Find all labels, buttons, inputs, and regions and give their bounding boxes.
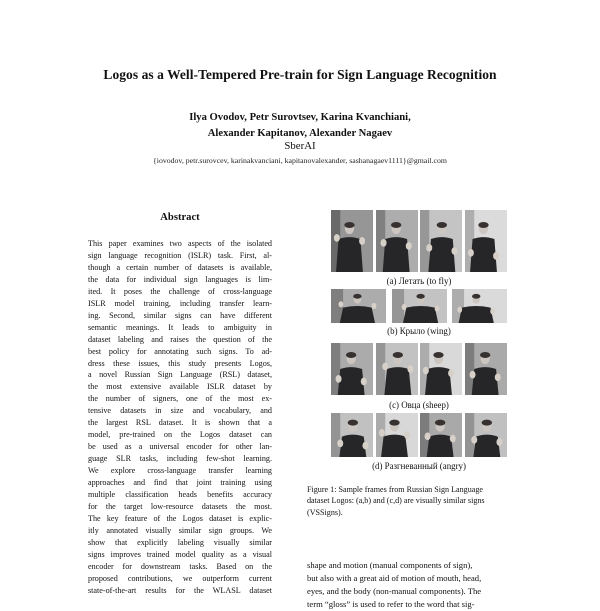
sign-frame-photo [331, 413, 373, 457]
signer-hair [389, 420, 399, 426]
abstract-line: ing. Second, similar signs can have different [88, 310, 272, 320]
signer-torso [459, 306, 494, 323]
abstract-body [88, 238, 272, 597]
signer-torso [429, 237, 456, 272]
subfigure-caption-b: (b) Крыло (wing) [387, 326, 451, 336]
signer-left-hand [334, 234, 340, 242]
signer-left-hand [471, 436, 477, 444]
sign-frame-photo [465, 413, 507, 457]
signer-hair [391, 222, 401, 228]
sign-frame-photo [465, 210, 507, 272]
signer-right-hand [452, 247, 458, 255]
signer-right-hand [371, 303, 376, 309]
signer-torso [384, 367, 411, 395]
signer-torso [427, 435, 454, 457]
signer-left-hand [457, 307, 462, 313]
abstract-line: We explore cross-language transfer learning [88, 466, 272, 476]
signer-hair [353, 294, 361, 299]
signer-right-hand [404, 431, 410, 439]
signer-right-hand [490, 308, 495, 314]
signer-left-hand [425, 432, 431, 440]
signer-torso [339, 435, 366, 457]
signer-hair [348, 420, 358, 426]
paper-title: Logos as a Well-Tempered Pre-train for Sign Language Recognition [103, 67, 497, 82]
abstract-line: best policy for annotating such signs. To ad- [88, 346, 272, 356]
abstract-line: for the target low-resource datasets the most. [88, 501, 272, 511]
signer-left-hand [338, 301, 343, 307]
figure-caption-line: Figure 1: Sample frames from Russian Sign Language [307, 485, 484, 494]
sign-frame-photo [331, 289, 386, 323]
abstract-line: show that explicitly labeling visually similar [88, 537, 272, 547]
signer-right-hand [493, 252, 499, 260]
abstract-line: The key feature of the Logos dataset is explic- [88, 513, 272, 523]
abstract-line: state-of-the-art results for the WLASL dataset [88, 585, 272, 595]
signer-right-hand [361, 378, 367, 386]
abstract-line: tensive datasets in size and vocabulary, and [88, 406, 272, 416]
signer-hair [435, 420, 445, 426]
subfigure-caption-c: (c) Овца (sheep) [389, 400, 449, 410]
signer-torso [403, 306, 438, 323]
subfigure-caption-d: (d) Разгневанный (angry) [372, 461, 466, 471]
signer-right-hand [448, 369, 454, 377]
figure-1 [331, 210, 507, 470]
signer-left-hand [380, 239, 386, 247]
sign-frame-photo [420, 210, 462, 272]
signer-right-hand [450, 435, 456, 443]
abstract-line: ited. It poses the challenge of cross-language [88, 286, 272, 296]
signer-hair [482, 420, 492, 426]
abstract-heading: Abstract [160, 212, 200, 223]
body-line: term “gloss” is used to refer to the word that sig- [307, 598, 475, 609]
abstract-line: signs improves trained model quality as a visual [88, 549, 272, 559]
signer-hair [416, 294, 424, 299]
signer-torso [382, 237, 409, 272]
abstract-line: This paper examines two aspects of the isolated [88, 239, 272, 248]
abstract-line: semantic meanings. It leads to ambiguity in [88, 322, 272, 332]
signer-right-hand [407, 365, 413, 373]
body-line: shape and motion (manual components of sign), [307, 560, 473, 570]
signer-hair [478, 222, 488, 228]
signer-torso [425, 367, 452, 395]
signer-torso [338, 367, 365, 395]
signer-right-hand [405, 242, 411, 250]
signer-left-hand [401, 304, 406, 310]
abstract-line: the most extensive available ISLR dataset by [88, 382, 272, 392]
signer-torso [381, 435, 408, 457]
sign-frame-photo [452, 289, 507, 323]
affiliation: SberAI [284, 140, 316, 152]
signer-torso [340, 306, 375, 323]
body-line: eyes, and the body (non-manual components). The [307, 585, 482, 596]
body-text-right [307, 559, 531, 611]
abstract-line: the data for individual sign languages is lim- [88, 274, 272, 284]
signer-left-hand [379, 429, 385, 437]
figure-caption [307, 484, 531, 518]
signer-torso [472, 367, 499, 395]
signer-hair [480, 352, 490, 358]
sign-frame-photo [465, 343, 507, 395]
sign-frame-photo [420, 343, 462, 395]
figure-caption-line: (VSSigns). [307, 507, 343, 517]
frames-row-b [331, 289, 507, 323]
abstract-line: a novel Russian Sign Language (RSL) dataset, [88, 370, 272, 380]
abstract-line: proposed contributions, we outperform current [88, 573, 272, 583]
authors-line-1: Ilya Ovodov, Petr Surovtsev, Karina Kvanchiani, [189, 112, 411, 123]
signer-torso [473, 435, 500, 457]
frames-row-d [331, 413, 507, 457]
signer-left-hand [427, 244, 433, 252]
sign-frame-photo [376, 343, 418, 395]
abstract-line: though a certain number of datasets is available, [88, 262, 272, 272]
authors-line-2: Alexander Kapitanov, Alexander Nagaev [207, 127, 393, 139]
sign-frame-photo [376, 413, 418, 457]
body-line: but also with a great aid of motion of mouth, head, [307, 572, 482, 583]
photo-wall-shadow [465, 413, 474, 457]
abstract-line: sign language recognition (ISLR) task. First, al- [88, 250, 272, 260]
abstract-line: model, pre-trained on the Logos dataset can [88, 430, 272, 440]
abstract-line: multiple classification heads benefits accuracy [88, 490, 272, 500]
signer-hair [344, 222, 354, 228]
figure-caption-line: dataset Logos: (a,b) and (c,d) are visually similar signs [307, 496, 485, 506]
signer-left-hand [336, 375, 342, 383]
signer-right-hand [495, 373, 501, 381]
signer-left-hand [337, 440, 343, 448]
abstract-line: dataset labeling and raises the question of the [88, 334, 272, 344]
signer-hair [346, 352, 356, 358]
author-list [0, 110, 600, 141]
photo-wall-shadow [420, 210, 429, 272]
abstract-line: approaches and find that joint training using [88, 478, 272, 488]
sign-frame-photo [331, 210, 373, 272]
frames-row-c [331, 343, 507, 395]
signer-hair [434, 352, 444, 358]
signer-left-hand [468, 249, 474, 257]
sign-frame-photo [331, 343, 373, 395]
signer-right-hand [434, 306, 439, 312]
signer-right-hand [496, 438, 502, 446]
abstract-line: ISLR model training, including transfer learn- [88, 298, 272, 308]
sign-frame-photo [392, 289, 447, 323]
signer-left-hand [470, 371, 476, 379]
author-emails: {iovodov, petr.surovcev, karinakvanciani, kapitanovalexander, sashanagaev1111}@gmail.com [153, 156, 447, 165]
abstract-line: the largest RSL dataset. It is shown that a [88, 418, 272, 428]
signer-right-hand [362, 442, 368, 450]
signer-torso [470, 237, 497, 272]
signer-left-hand [382, 363, 388, 371]
signer-right-hand [359, 237, 365, 245]
frames-row-a [331, 210, 507, 272]
abstract-line: dress these issues, this study presents Logos, [88, 358, 272, 368]
signer-hair [472, 294, 480, 299]
photo-wall-shadow [331, 413, 340, 457]
signer-hair [392, 352, 402, 358]
abstract-line: the number of signers, one of the most ex- [88, 394, 272, 404]
signer-left-hand [423, 367, 429, 375]
signer-torso [336, 237, 363, 272]
abstract-line: guage SLR tasks, including few-shot learning. [88, 454, 272, 464]
subfigure-caption-a: (a) Летать (to fly) [386, 276, 452, 286]
sign-frame-photo [376, 210, 418, 272]
signer-hair [437, 222, 447, 228]
abstract-line: itly annotated visually similar sign groups. We [88, 525, 272, 535]
abstract-line: encoder for downstream tasks. Based on the [88, 561, 272, 571]
abstract-line: be used as a universal encoder for other lan- [88, 442, 272, 452]
sign-frame-photo [420, 413, 462, 457]
